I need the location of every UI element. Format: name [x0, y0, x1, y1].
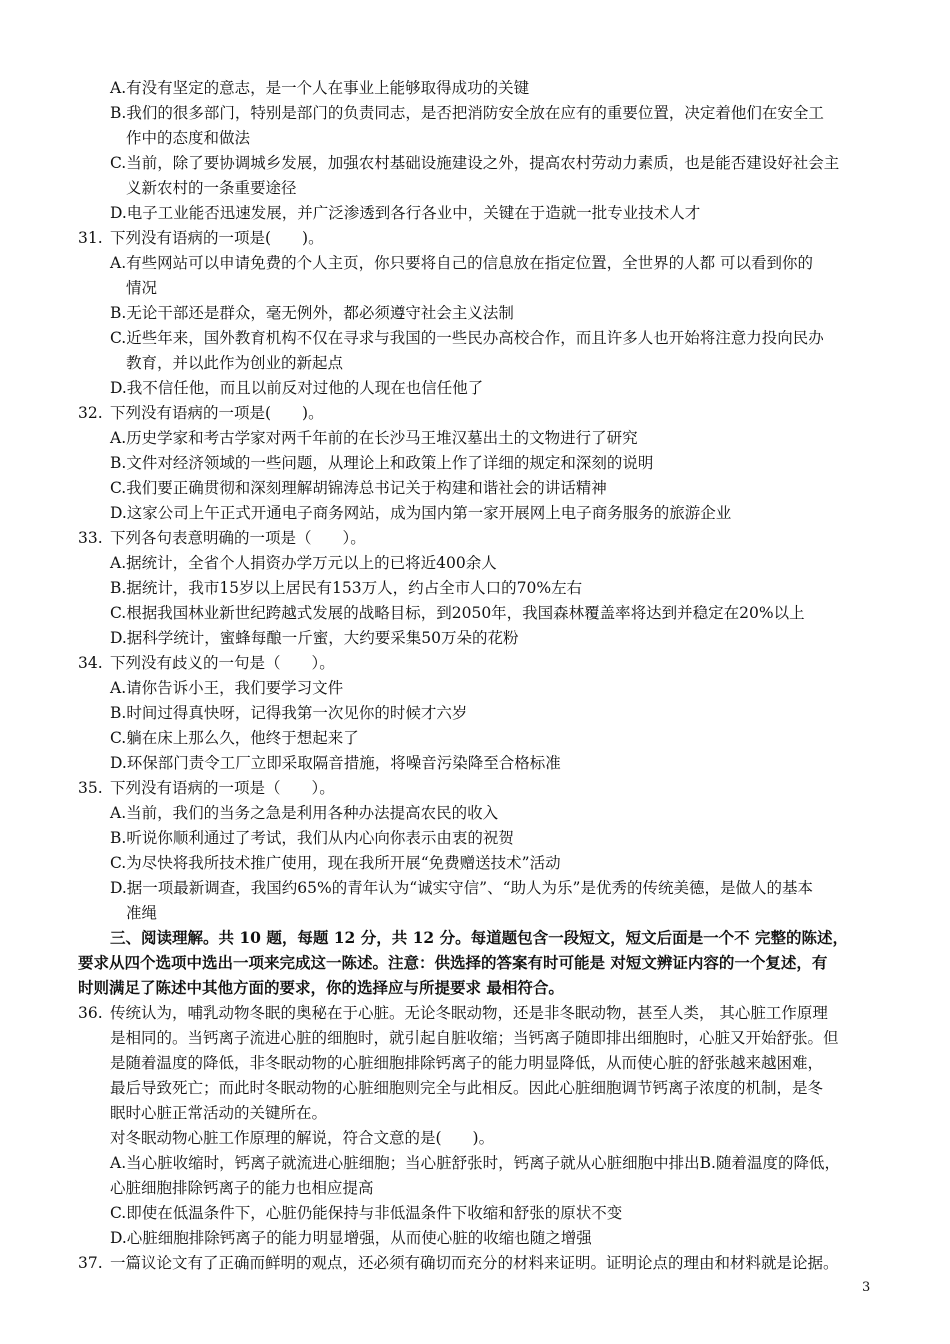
q34-stem: 下列没有歧义的一句是（ ）。 [110, 654, 335, 672]
q30-option-c: C.当前，除了要协调城乡发展，加强农村基础设施建设之外，提高农村劳动力素质，也是能否建设好社会主 [110, 154, 840, 172]
q35-option-a: A.当前，我们的当务之急是利用各种办法提高农民的收入 [110, 804, 499, 822]
q34-option-c: C.躺在床上那么久，他终于想起来了 [110, 729, 359, 747]
q33-number: 33. [78, 529, 103, 547]
q31-option-c-cont: 教育，并以此作为创业的新起点 [126, 354, 344, 372]
q36-stem: 对冬眠动物心脏工作原理的解说，符合文意的是( )。 [110, 1129, 495, 1147]
q35-stem: 下列没有语病的一项是（ ）。 [110, 779, 335, 797]
q36-number: 36. [78, 1004, 103, 1022]
q34-option-d: D.环保部门责令工厂立即采取隔音措施，将噪音污染降至合格标准 [110, 754, 561, 772]
page-number: 3 [862, 1280, 871, 1295]
q35-option-b: B.听说你顺利通过了考试，我们从内心向你表示由衷的祝贺 [110, 829, 514, 847]
q36-passage-line4: 最后导致死亡；而此时冬眠动物的心脏细胞则完全与此相反。因此心脏细胞调节钙离子浓度的机制，是冬 [110, 1079, 824, 1097]
q36-passage-line5: 眠时心脏正常活动的关键所在。 [110, 1104, 328, 1122]
q36-option-a: A.当心脏收缩时，钙离子就流进心脏细胞；当心脏舒张时，钙离子就从心脏细胞中排出B.随着温度的降低， [110, 1154, 840, 1172]
q35-option-d: D.据一项最新调查，我国约65%的青年认为“诚实守信”、“助人为乐”是优秀的传统美德，是做人的基本 [110, 879, 813, 897]
q34-number: 34. [78, 654, 103, 672]
section-3-heading: 三、阅读理解。共 10 题，每题 12 分，共 12 分。每道题包含一段短文，短文后面是一个不 完整的陈述， [110, 928, 848, 947]
section-3-heading-line2: 要求从四个选项中选出一项来完成这一陈述。注意：供选择的答案有时可能是 对短文辨证内容的一个复述，有 [78, 953, 828, 972]
q33-option-d: D.据科学统计，蜜蜂每酿一斤蜜，大约要采集50万朵的花粉 [110, 629, 519, 647]
q32-option-b: B.文件对经济领域的一些问题，从理论上和政策上作了详细的规定和深刻的说明 [110, 454, 654, 472]
q32-stem: 下列没有语病的一项是( )。 [110, 404, 324, 422]
section-3-heading-line3: 时则满足了陈述中其他方面的要求，你的选择应与所提要求 最相符合。 [78, 978, 564, 997]
q36-option-c: C.即使在低温条件下，心脏仍能保持与非低温条件下收缩和舒张的原状不变 [110, 1204, 623, 1222]
q31-number: 31. [78, 229, 103, 247]
q31-option-b: B.无论干部还是群众，毫无例外，都必须遵守社会主义法制 [110, 304, 514, 322]
q34-option-a: A.请你告诉小王，我们要学习文件 [110, 679, 344, 697]
q31-stem: 下列没有语病的一项是( )。 [110, 229, 324, 247]
q31-option-c: C.近些年来，国外教育机构不仅在寻求与我国的一些民办高校合作，而且许多人也开始将注意力投向民办 [110, 329, 824, 347]
q30-option-c-cont: 义新农村的一条重要途径 [126, 179, 297, 197]
q32-number: 32. [78, 404, 103, 422]
q36-passage-line1: 传统认为，哺乳动物冬眠的奥秘在于心脏。无论冬眠动物，还是非冬眠动物，甚至人类， 其心脏工作原理 [110, 1004, 828, 1022]
q36-option-d: D.心脏细胞排除钙离子的能力明显增强，从而使心脏的收缩也随之增强 [110, 1229, 592, 1247]
q37-text: 一篇议论文有了正确而鲜明的观点，还必须有确切而充分的材料来证明。证明论点的理由和材料就是论据。 [110, 1254, 839, 1272]
q31-option-a: A.有些网站可以申请免费的个人主页，你只要将自己的信息放在指定位置，全世界的人都 可以看到你的 [110, 254, 814, 272]
q30-option-b-cont: 作中的态度和做法 [126, 129, 251, 147]
q33-option-c: C.根据我国林业新世纪跨越式发展的战略目标，到2050年，我国森林覆盖率将达到并稳定在20%以上 [110, 604, 805, 622]
q35-option-c: C.为尽快将我所技术推广使用，现在我所开展“免费赠送技术”活动 [110, 854, 561, 872]
q33-option-b: B.据统计，我市15岁以上居民有153万人，约占全市人口的70%左右 [110, 579, 583, 597]
q33-option-a: A.据统计，全省个人捐资办学万元以上的已将近400余人 [110, 554, 497, 572]
q35-number: 35. [78, 779, 103, 797]
q34-option-b: B.时间过得真快呀，记得我第一次见你的时候才六岁 [110, 704, 468, 722]
q36-option-a-cont: 心脏细胞排除钙离子的能力也相应提高 [110, 1179, 374, 1197]
q31-option-a-cont: 情况 [126, 279, 158, 297]
q36-passage-line2: 是相同的。当钙离子流进心脏的细胞时，就引起自脏收缩；当钙离子随即排出细胞时，心脏又开始舒张。但 [110, 1029, 839, 1047]
q30-option-d: D.电子工业能否迅速发展，并广泛渗透到各行各业中，关键在于造就一批专业技术人才 [110, 204, 701, 222]
q33-stem: 下列各句表意明确的一项是（ ）。 [110, 529, 366, 547]
q36-passage-line3: 是随着温度的降低，非冬眠动物的心脏细胞排除钙离子的能力明显降低，从而使心脏的舒张越来越困难， [110, 1054, 824, 1072]
q30-option-b: B.我们的很多部门，特别是部门的负责同志，是否把消防安全放在应有的重要位置，决定着他们在安全工 [110, 104, 824, 122]
q32-option-d: D.这家公司上午正式开通电子商务网站，成为国内第一家开展网上电子商务服务的旅游企业 [110, 504, 732, 522]
q30-option-a: A.有没有坚定的意志，是一个人在事业上能够取得成功的关键 [110, 79, 530, 97]
q32-option-a: A.历史学家和考古学家对两千年前的在长沙马王堆汉墓出土的文物进行了研究 [110, 429, 638, 447]
q37-number: 37. [78, 1254, 103, 1272]
q35-option-d-cont: 准绳 [126, 904, 158, 922]
q31-option-d: D.我不信任他，而且以前反对过他的人现在也信任他了 [110, 379, 484, 397]
q32-option-c: C.我们要正确贯彻和深刻理解胡锦涛总书记关于构建和谐社会的讲话精神 [110, 479, 607, 497]
